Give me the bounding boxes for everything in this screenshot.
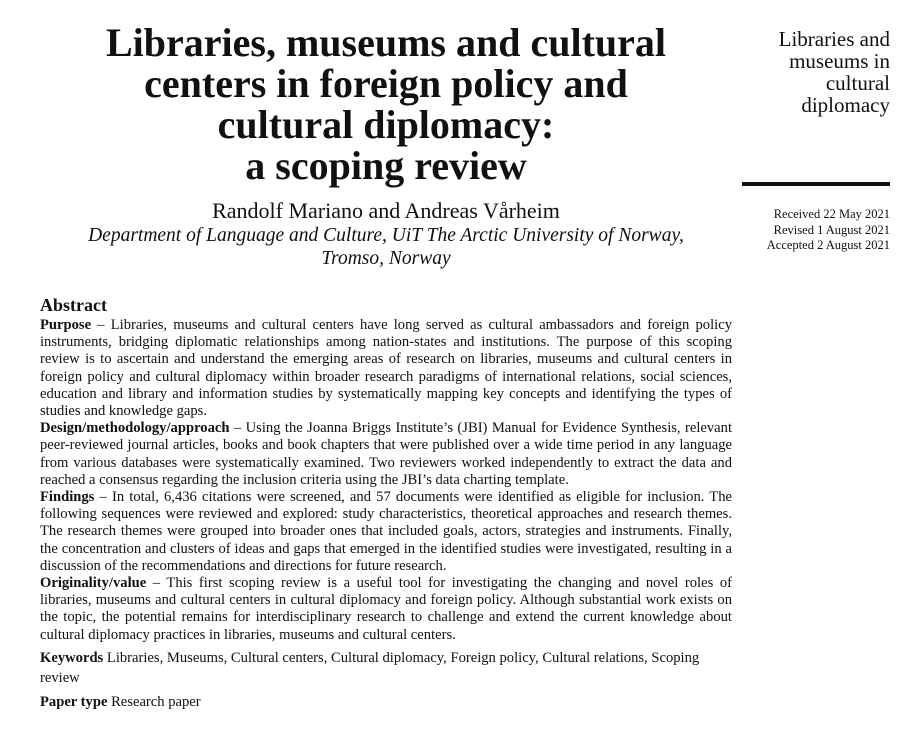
originality-label: Originality/value	[40, 575, 147, 592]
sidebar	[742, 28, 890, 254]
abstract-design	[40, 420, 732, 489]
running-title-line: cultural	[825, 71, 890, 95]
abstract-heading: Abstract	[40, 295, 107, 315]
purpose-label: Purpose	[40, 317, 92, 333]
findings-text: – In total, 6,436 citations were screened, and 57 documents were identified as eligible for inclusion. The following sequences were reviewed and explored: study characteristics, theoretical approaches and research themes. The research themes were grouped into broader ones that included goals, actors, strategies and instruments. Finally, the concentration and clusters of ideas and gaps that emerged in the identified studies were investigated, resulting in a discussion of the recommendations and directions for future research.	[40, 489, 732, 574]
running-title-line: Libraries and	[778, 27, 890, 51]
article-title	[40, 22, 732, 186]
divider-rule	[742, 182, 890, 186]
affiliation-line: Department of Language and Culture, UiT The Arctic University of Norway,	[88, 225, 684, 246]
keywords	[40, 648, 732, 688]
submission-dates	[742, 207, 890, 254]
received-date: Received 22 May 2021	[773, 207, 890, 221]
keywords-text: Libraries, Museums, Cultural centers, Cultural diplomacy, Foreign policy, Cultural relations, Scoping review	[40, 649, 700, 686]
authors: Randolf Mariano and Andreas Vårheim	[212, 198, 560, 223]
paper-type-text: Research paper	[107, 693, 201, 710]
abstract-findings	[40, 489, 732, 575]
design-label: Design/methodology/approach	[40, 420, 230, 437]
abstract	[40, 294, 732, 712]
title-line: Libraries, museums and cultural	[105, 20, 667, 65]
paper-type	[40, 692, 732, 712]
abstract-originality	[40, 575, 732, 644]
originality-text: – This first scoping review is a useful tool for investigating the changing and novel roles of libraries, museums and cultural centers in cultural diplomacy and foreign policy. Although substantial work exists on the topic, the potential remains for interdisciplinary research to challenge and extend the current knowledge about cultural diplomacy practices in libraries, museums and cultural centers.	[40, 575, 732, 643]
paper-type-label: Paper type	[40, 693, 108, 710]
keywords-label: Keywords	[40, 649, 104, 666]
title-line: centers in foreign policy and	[144, 61, 628, 106]
findings-label: Findings	[40, 489, 95, 506]
abstract-purpose	[40, 317, 732, 420]
revised-date: Revised 1 August 2021	[773, 222, 890, 237]
title-line: cultural diplomacy:	[217, 102, 555, 147]
title-line: a scoping review	[245, 143, 527, 188]
purpose-text: – Libraries, museums and cultural centers have long served as cultural ambassadors and foreign policy instruments, bridging diplomatic relationships among nation-states and institutions. The purpose of this scoping review is to ascertain and understand the emerging areas of research on libraries, museums and cultural centers in foreign policy and cultural diplomacy within broader research paradigms of international relations, social sciences, education and library and information studies by systematically mapping key concepts and identifying the types of studies and knowledge gaps.	[40, 317, 732, 420]
article-main	[40, 22, 732, 712]
running-title	[742, 28, 890, 116]
design-text: – Using the Joanna Briggs Institute’s (JBI) Manual for Evidence Synthesis, relevant peer-reviewed journal articles, books and book chapters that were published over a wide time period in any language from various databases were systematically examined. Two reviewers worked independently to extract the data and reached a consensus regarding the inclusion criteria using the JBI’s data charting template.	[40, 420, 732, 488]
running-title-line: museums in	[789, 49, 890, 73]
accepted-date: Accepted 2 August 2021	[766, 238, 890, 252]
affiliation-line: Tromso, Norway	[321, 248, 451, 269]
running-title-line: diplomacy	[801, 93, 890, 117]
affiliation	[40, 224, 732, 270]
